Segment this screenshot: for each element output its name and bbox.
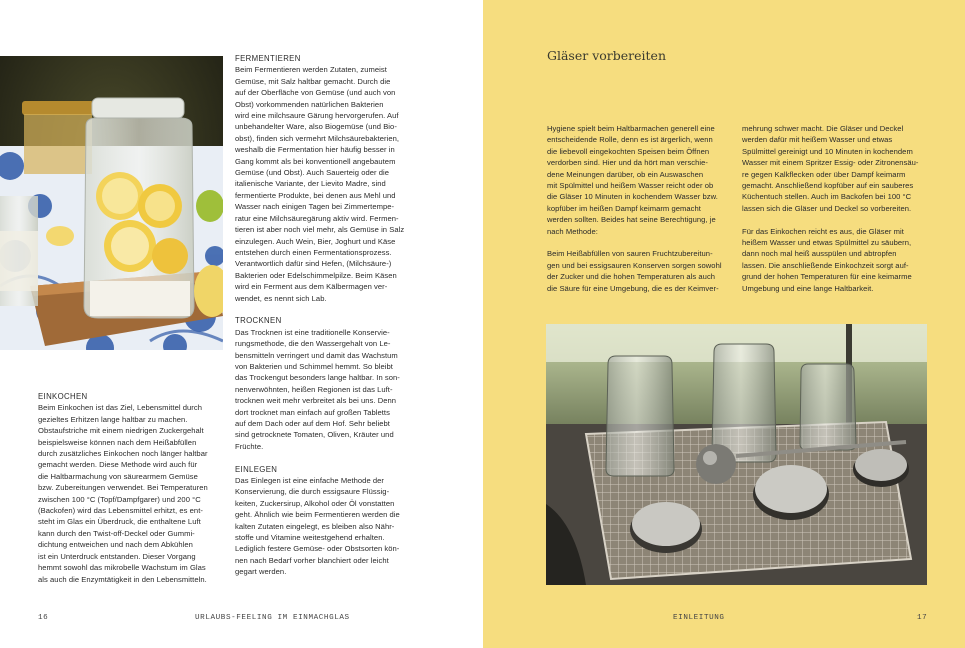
jars-on-rack-photo [546,324,927,585]
right-col1-para1: Hygiene spielt beim Haltbarmachen generell eine entscheidende Rolle, denn es ist ärgerlich, wenn die liebevoll eingekochten Speisen beim Öffnen verdorben sind. Hier und da hört man verschie- dene Meinungen darüber, ob ein Auswaschen mit Spülmittel und heißem Wasser reicht oder ob die Gläser 10 Minuten in kochendem Wasser bzw. kopfüber im heißen Dampf keimarm gemacht werden sollten. Beides hat seine Berechtigung, je nach Methode: [547,124,718,236]
right-page-number: 17 [917,614,928,622]
right-col1-para2: Beim Heißabfüllen von sauren Fruchtzubereitun- gen und bei essigsauren Konserven sorgen sowohl der Zucker und die hohen Temperaturen als auch die Säure für eine Umgebung, die es der Keimver- [547,249,722,293]
section-heading-fermentieren: FERMENTIEREN [235,54,301,63]
section-body-trocknen: Das Trocknen ist eine traditionelle Konservie- rungsmethode, die den Wassergehalt von Le- bensmitteln verringert und damit das Wachstum von Bakterien und Schimmel hemmt. So bleibt das Trockengut besonders lange haltbar. In son- nenverwöhnten, heißen Regionen ist das Luft- trocknen weit mehr verbreitet als bei uns. Denn dort trocknet man einfach auf großen Tabletts auf dem Dach oder auf dem Hof. Sehr beliebt sind getrocknete Tomaten, Oliven, Kräuter und Früchte. [235,327,400,451]
right-text-column-1 [547,123,737,294]
section-heading-einkochen: EINKOCHEN [38,392,88,401]
lemon-jar-photo [0,56,223,350]
left-running-head: URLAUBS-FEELING IM EINMACHGLAS [195,614,350,622]
section-body-fermentieren: Beim Fermentieren werden Zutaten, zumeist Gemüse, mit Salz haltbar gemacht. Durch die auf der Oberfläche von Gemüse (und auch von Obst) vorkommenden natürlichen Bakterien wird eine milchsaure Gärung hervorgerufen. Auf unbehandelter Ware, also Biogemüse (und Bio- obst), finden sich vermehrt Milchsäurebakterien, weshalb die Fermentation hier häufig besser in Gang kommt als bei konventionell angebautem Gemüse (und Obst). Auch Sauerteig oder die italienische Variante, der Lievito Madre, sind fermentierte Produkte, bei denen aus Mehl und Wasser nach einigen Tagen bei Zimmertempe- ratur eine Milchsäuregärung aktiv wird. Fermen- tieren ist aber noch viel mehr, als Gemüse in Salz einzulegen. Auch Wein, Bier, Joghurt und Käse entstehen durch einen Fermentationsprozess. Verantwortlich dafür sind Hefen, (Milchsäure-) Bakterien oder Edelschimmelpilze. Beim Käsen wird ein Ferment aus dem Kälbermagen ver- wendet, es nennt sich Lab. [235,65,405,303]
section-heading-einlegen: EINLEGEN [235,464,278,474]
section-body-einkochen: Beim Einkochen ist das Ziel, Lebensmittel durch gezieltes Erhitzen lange haltbar zu machen. Obstaufstriche mit einem niedrigen Zuckergehalt beispielsweise können nach dem Heißabfüllen durch zusätzliches Einkochen noch länger haltbar gemacht werden. Diese Methode wird auch für die Haltbarmachung von säurearmem Gemüse bzw. Zubereitungen verwendet. Bei Temperaturen zwischen 100 °C (Topf/Dampfgarer) und 200 °C (Backofen) wird das Lebensmittel erhitzt, es ent- steht im Glas ein Überdruck, die enthaltene Luft kann durch den Twist-off-Deckel oder Gummi- dichtung entweichen und nach dem Abkühlen ist ein Unterdruck entstanden. Dieser Vorgang hemmt sowohl das mikrobelle Wachstum im Glas als auch die Enzymtätigkeit in den Lebensmitteln. [38,403,208,584]
left-text-column-right [235,53,455,578]
section-body-einlegen: Das Einlegen ist eine einfache Methode der Konservierung, die durch essigsaure Flüssig- keiten, Zuckersirup, Alkohol oder Öl vonstatten geht. Ähnlich wie beim Fermentieren werden die kalten Zutaten eingelegt, es bleiben also Nähr- stoffe und Vitamine weitestgehend erhalten. Lediglich festere Gemüse- oder Obstsorten kön- nen nach Bedarf vorher blanchiert oder leicht gegart werden. [235,476,400,577]
right-running-head: EINLEITUNG [673,614,725,622]
section-heading-trocknen: TROCKNEN [235,316,282,326]
right-col2-para2: Für das Einkochen reicht es aus, die Gläser mit heißem Wasser und etwas Spülmittel zu säubern, dann noch mal heiß ausspülen und abtropfen lassen. Die anschließende Einkochzeit sorgt auf- grund der hohen Temperaturen für eine keimarme Umgebung und eine lange Haltbarkeit. [742,226,912,293]
right-text-column-2 [742,123,937,294]
left-page-number: 16 [38,614,49,622]
left-text-column-left [38,391,228,585]
right-col2-para1: mehrung schwer macht. Die Gläser und Deckel werden dafür mit heißem Wasser und etwas Spülmittel gereinigt und 10 Minuten in kochendem Wasser mit einem Spritzer Essig- oder Zitronensäu- re gegen Kalkflecken oder über Dampf keimarm gemacht. Anschließend kopfüber auf ein sauberes Küchentuch stellen. Auch im Backofen bei 100 °C lassen sich die Gläser und Deckel so vorbereiten. [742,124,919,213]
page-title: Gläser vorbereiten [547,48,667,63]
